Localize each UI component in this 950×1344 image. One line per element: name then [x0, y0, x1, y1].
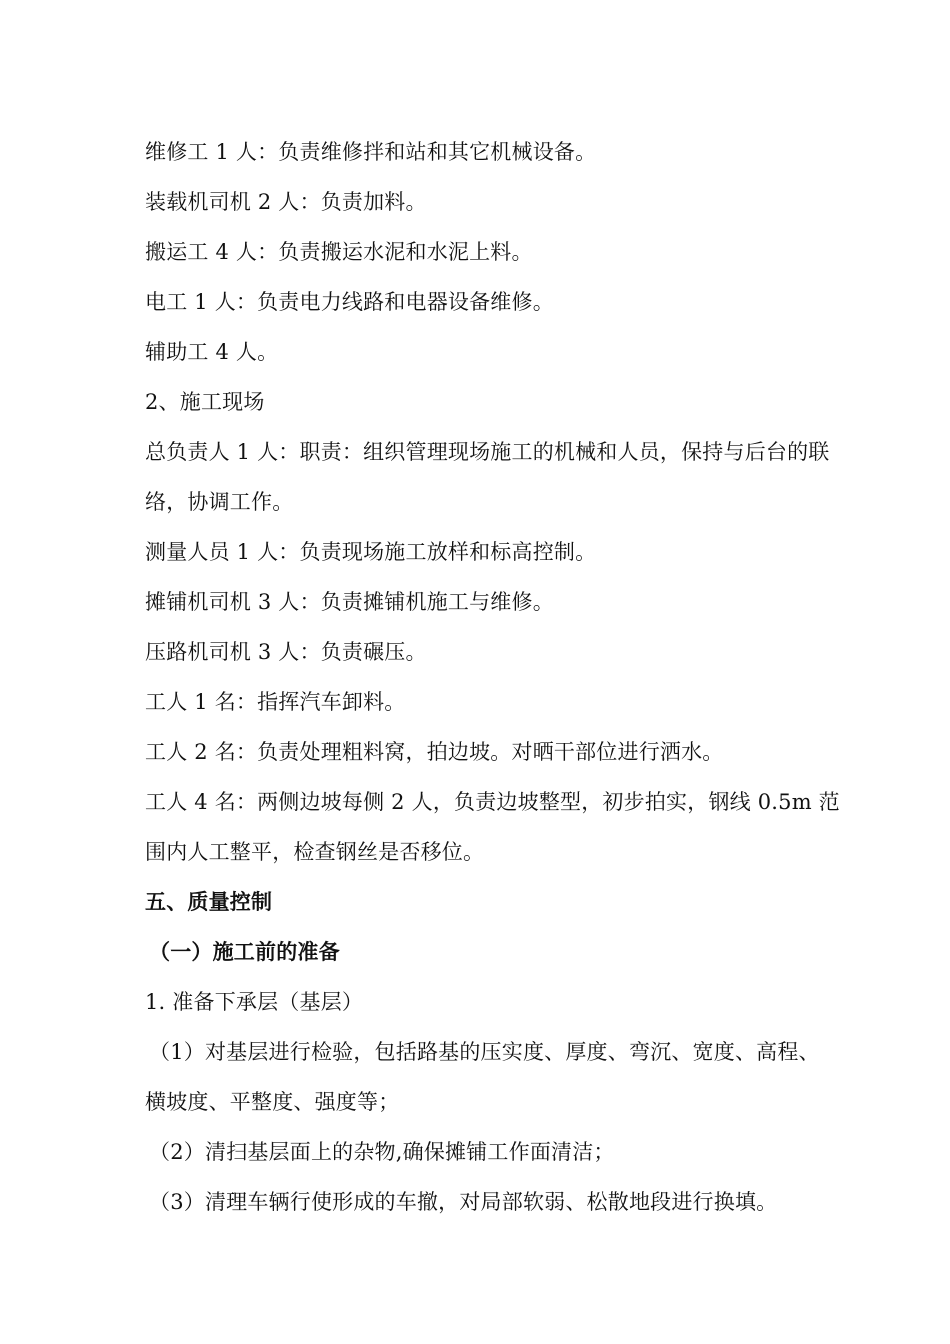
- text-line: 测量人员 1 人：负责现场施工放样和标高控制。: [145, 540, 597, 564]
- text-line: 辅助工 4 人。: [145, 340, 279, 364]
- text-line: 摊铺机司机 3 人：负责摊铺机施工与维修。: [145, 590, 554, 614]
- text-line: 横坡度、平整度、强度等；: [145, 1090, 400, 1114]
- text-line: 搬运工 4 人：负责搬运水泥和水泥上料。: [145, 240, 533, 264]
- numbered-subitem: （2）清扫基层面上的杂物,确保摊铺工作面清洁；: [149, 1140, 615, 1164]
- text-line: 压路机司机 3 人：负责碾压。: [145, 640, 427, 664]
- subsection-heading: 2、施工现场: [145, 390, 265, 414]
- text-line: 工人 1 名：指挥汽车卸料。: [145, 690, 406, 714]
- text-line: 维修工 1 人：负责维修拌和站和其它机械设备。: [145, 140, 597, 164]
- document-body: [145, 127, 860, 1227]
- numbered-subitem: （3）清理车辆行使形成的车撤，对局部软弱、松散地段进行换填。: [149, 1190, 778, 1214]
- numbered-subitem: （1）对基层进行检验，包括路基的压实度、厚度、弯沉、宽度、高程、: [149, 1040, 820, 1064]
- text-line: 工人 4 名：两侧边坡每侧 2 人，负责边坡整型，初步拍实，钢线 0.5m 范: [145, 790, 840, 814]
- numbered-item: 1. 准备下承层（基层）: [145, 990, 364, 1014]
- text-line: 装载机司机 2 人：负责加料。: [145, 190, 427, 214]
- section-subheading: （一）施工前的准备: [149, 939, 340, 964]
- text-line: 总负责人 1 人：职责：组织管理现场施工的机械和人员，保持与后台的联: [145, 440, 830, 464]
- text-line: 络，协调工作。: [145, 490, 294, 514]
- text-line: 工人 2 名：负责处理粗料窝，拍边坡。对晒干部位进行洒水。: [145, 740, 724, 764]
- text-line: 电工 1 人：负责电力线路和电器设备维修。: [145, 290, 554, 314]
- section-heading: 五、质量控制: [145, 889, 273, 914]
- text-line: 围内人工整平，检查钢丝是否移位。: [145, 840, 485, 864]
